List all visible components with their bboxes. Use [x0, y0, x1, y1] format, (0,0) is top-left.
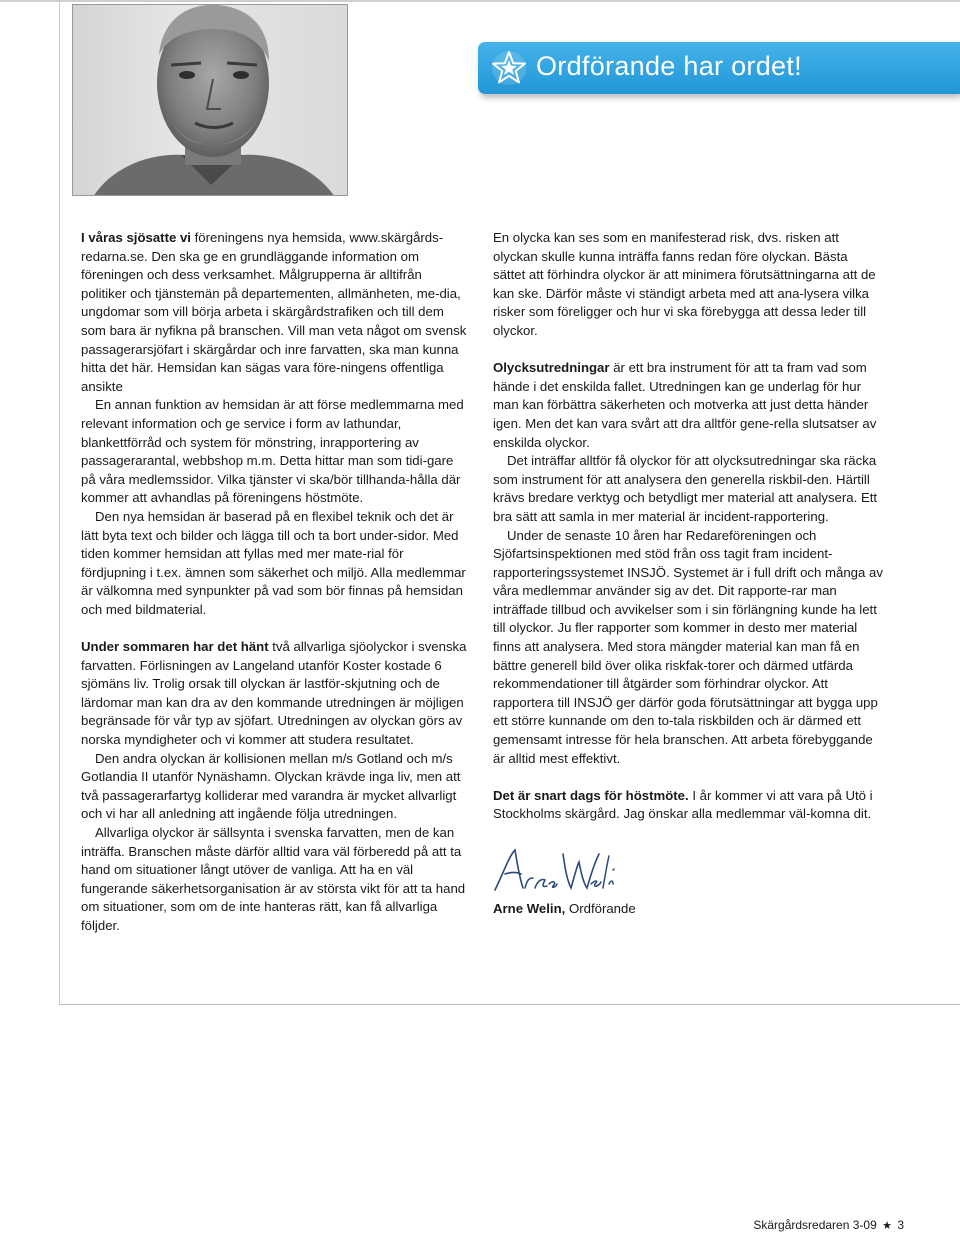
right-text-column: [493, 229, 883, 919]
lead-in: Olycksutredningar: [493, 360, 610, 376]
header-banner: [478, 42, 960, 94]
paragraph: En annan funktion av hemsidan är att förse medlemmarna med relevant information och ge service i form av lathundar, blankettförråd och system för mönstring, inrapportering av passagerarantal, webbshop m.m. Detta hittar man som tidi-gare på våra medlemssidor. Vilka tjänster vi ska/bör tillhanda-hålla där kommer att avhandlas på föreningens höstmöte.: [81, 397, 464, 506]
paragraph: Under sommaren har det hänt två allvarliga sjöolyckor i svenska farvatten. Förlisningen av Langeland utanför Koster kostade 6 sjömäns liv. Trolig orsak till olyckan är lastför-skjutning och de lärdomar man kan dra av den kommande utredningen är möjligen begränsade för vår typ av sjöfart. Utredningen av olyckan görs av norska myndigheter och vi kommer att studera resultatet.: [81, 639, 467, 748]
star-icon: [490, 49, 528, 87]
frame-bottom-rule: [59, 1004, 960, 1005]
portrait-photo: [72, 4, 348, 196]
lead-in: I våras sjösatte vi: [81, 230, 191, 245]
frame-left-rule: [59, 0, 60, 1005]
lead-in: Under sommaren har det hänt: [81, 639, 269, 655]
paragraph: Det inträffar alltför få olyckor för att olycksutredningar ska räcka som instrument för att analysera den generella riskbil-den. Härtill krävs bredare verktyg och betydligt mer material att analysera. Ett bra sätt att samla in mer material är incident-rapportering.: [493, 453, 878, 524]
paragraph: Den andra olyckan är kollisionen mellan m/s Gotland och m/s Gotlandia II utanför Nynäshamn. Olyckan krävde inga liv, men att två passagerarfartyg kolliderar med varandra är mycket allvarligt och vi har all anledning att ingående följa utredningen.: [81, 750, 461, 822]
paragraph: I våras sjösatte vi föreningens nya hemsida, www.skärgårds-redarna.se. Den ska ge en grundläggande information om föreningen och dess verksamhet. Målgrupperna är alltifrån politiker och tjänstemän på departementen, allmänheten, me-dia, ungdomar som vill börja arbeta i skärgårdstrafiken och till dem som bara är nyfikna på branschen. Vill man veta något om svensk passagerarsjöfart i skärgårdar och inre farvatten, ska man kunna hitta det här. Hemsidan kan sägas vara före-ningens offentliga ansikte: [81, 230, 467, 394]
signer-role: Ordförande: [565, 901, 636, 916]
left-text-column: [81, 229, 469, 936]
signature-line: [493, 900, 883, 919]
publication-name: Skärgårdsredaren 3-09: [753, 1218, 877, 1232]
lead-in: Det är snart dags för höstmöte.: [493, 787, 689, 803]
signer-name: Arne Welin,: [493, 901, 566, 916]
paragraph: Det är snart dags för höstmöte. I år kommer vi att vara på Utö i Stockholms skärgård. Jag önskar alla medlemmar väl-komna dit.: [493, 787, 873, 822]
star-icon: ★: [882, 1220, 892, 1232]
paragraph: Olycksutredningar är ett bra instrument för att ta fram vad som hände i det enskilda fallet. Utredningen kan ge underlag för hur man kan förbättra säkerheten och motverka att just detta händer igen. Men det kan vara svårt att dra alltför gene-rella slutsatser av enskilda olyckor.: [493, 360, 877, 450]
paragraph: Den nya hemsidan är baserad på en flexibel teknik och det är lätt byta text och bilder och lägga till och ta bort under-sidor. Med tiden kommer hemsidan att fyllas med mer mate-rial för fördjupning i t.ex. ämnen som säkerhet och miljö. Alla medlemmar är välkomna med synpunkter på vad som bör finnas på hemsidan och med bildmaterial.: [81, 508, 466, 617]
paragraph: Allvarliga olyckor är sällsynta i svenska farvatten, men de kan inträffa. Branschen måste därför alltid vara väl förberedd på att ta hand om situationer långt utöver de vanliga. Att ha en väl fungerande säkerhetsorganisation är av största vikt för att ta hand om situationer, som om de inte hanteras rätt, kan få allvarliga följder.: [81, 825, 466, 933]
paragraph: Under de senaste 10 åren har Redareföreningen och Sjöfartsinspektionen med stöd från oss tagit fram incident-rapporteringssystemet INSJÖ. Systemet är i full drift och många av våra medlemmar använder sig av det. Dit rapporte-rar man inträffade tillbud och avvikelser som i sin förlängning kunde ha lett till olyckor. Ju fler rapporter som kommer in desto mer material finns att analysera. Med stora mängder material kan man få en bättre generell bild över olika riskfak-torer och därmed utfärda rekommendationer till åtgärder som förhindrar olyckor. Att rapportera till INSJÖ ger därför goda förutsättningar att bygga upp ett större kunnande om den to-tala riskbilden och är därmed ett gemensamt intresse för hela branschen. Att arbeta förebyggande är alltid mest effektivt.: [493, 527, 883, 766]
frame-top-rule: [0, 0, 960, 2]
page-number: 3: [897, 1218, 904, 1232]
paragraph: En olycka kan ses som en manifesterad risk, dvs. risken att olyckan skulle kunna inträffa fanns redan före olyckan. Bästa sättet att förhindra olyckor är att minimera förutsättningarna att de kan ske. Därför måste vi ständigt arbeta med att ana-lysera vilka risker som föreligger och hur vi ska förebygga att dessa leder till olyckor.: [493, 230, 876, 338]
page-title: Ordförande har ordet!: [536, 51, 802, 81]
page-footer: [753, 1218, 904, 1232]
handwritten-signature: [491, 844, 621, 896]
